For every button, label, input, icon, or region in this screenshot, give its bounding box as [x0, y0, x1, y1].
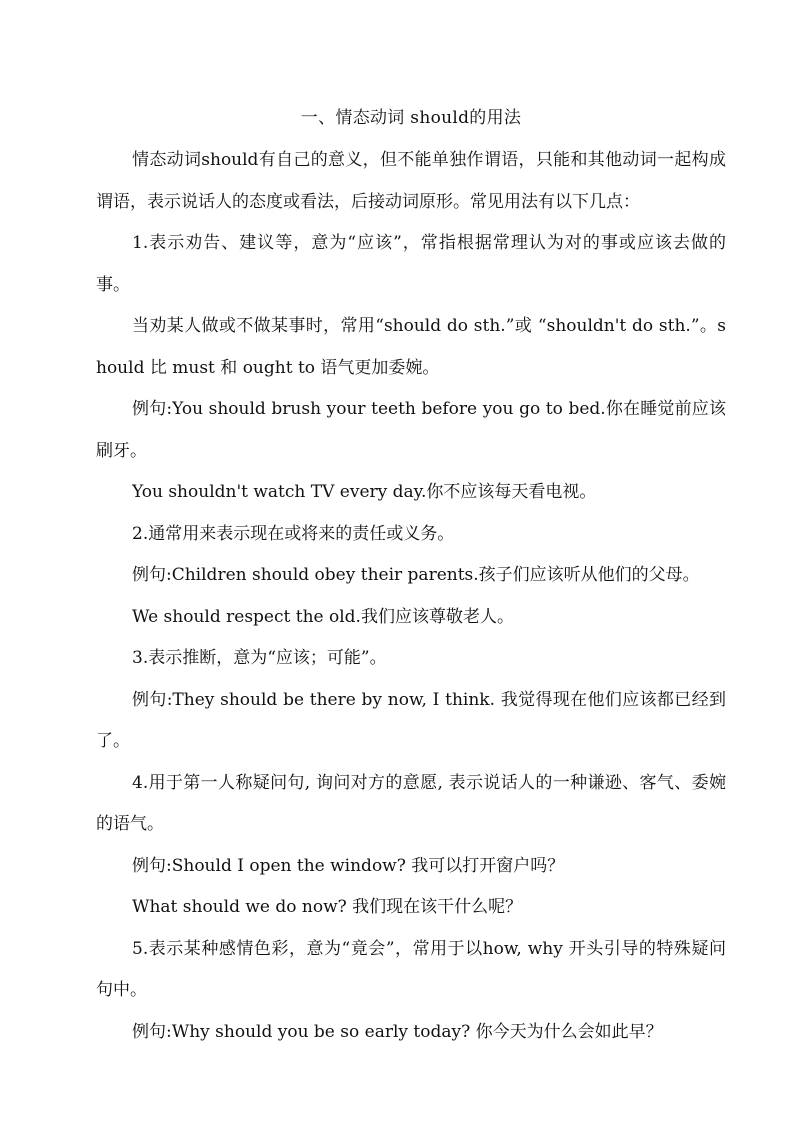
usage-5-heading: 5.表示某种感情色彩，意为“竟会”，常用于以how, why 开头引导的特殊疑问句中。	[96, 938, 726, 1000]
usage-5-example: 例句:Why should you be so early today? 你今天为什么会如此早？	[132, 1021, 663, 1042]
usage-2-heading: 2.通常用来表示现在或将来的责任或义务。	[132, 523, 455, 544]
intro-paragraph: 情态动词should有自己的意义，但不能单独作谓语，只能和其他动词一起构成谓语，表示说话人的态度或看法，后接动词原形。常见用法有以下几点：	[96, 150, 726, 212]
usage-3-example: 例句:They should be there by now, I think. 我觉得现在他们应该都已经到了。	[96, 689, 726, 751]
usage-4-example-2: What should we do now? 我们现在该干什么呢？	[132, 897, 523, 917]
usage-3-heading: 3.表示推断，意为“应该；可能”。	[132, 648, 387, 668]
usage-1-example-2: You shouldn't watch TV every day.你不应该每天看电视。	[132, 482, 597, 502]
section-title: 一、情态动词 should的用法	[300, 108, 522, 128]
usage-1-example-1: 例句:You should brush your teeth before you go to bed.你在睡觉前应该刷牙。	[96, 399, 726, 461]
usage-2-example-1: 例句:Children should obey their parents.孩子们应该听从他们的父母。	[132, 565, 700, 585]
usage-4-heading: 4.用于第一人称疑问句, 询问对方的意愿, 表示说话人的一种谦逊、客气、委婉的语气。	[96, 772, 726, 834]
usage-4-example-1: 例句:Should I open the window? 我可以打开窗户吗？	[132, 855, 565, 876]
usage-1-note: 当劝某人做或不做某事时，常用“should do sth.”或 “shouldn't do sth.”。should 比 must 和 ought to 语气更加委婉。	[96, 316, 726, 378]
document-body	[96, 100, 726, 1053]
usage-1-heading: 1.表示劝告、建议等，意为“应该”，常指根据常理认为对的事或应该去做的事。	[96, 233, 726, 295]
usage-2-example-2: We should respect the old.我们应该尊敬老人。	[132, 606, 514, 627]
